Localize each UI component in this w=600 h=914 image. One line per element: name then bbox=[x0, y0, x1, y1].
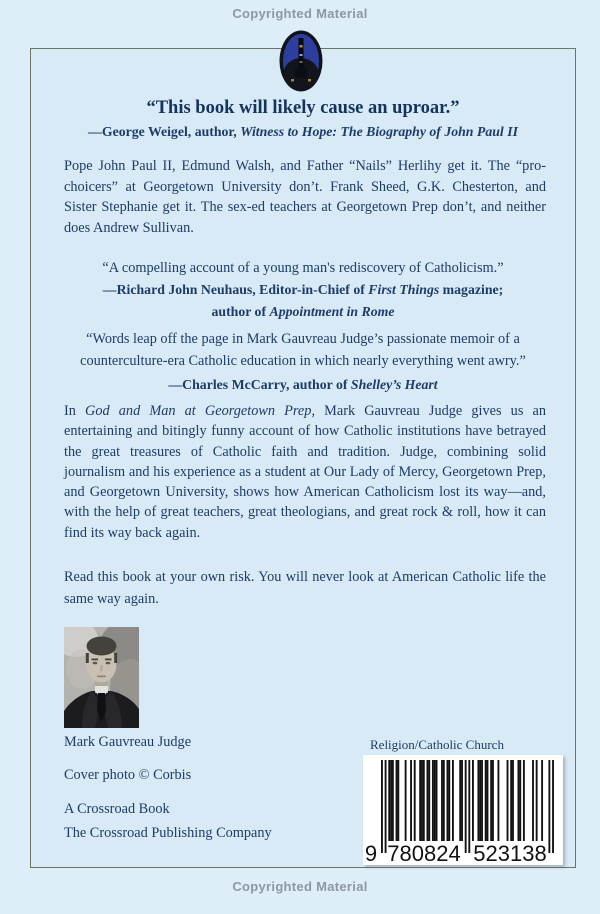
blurb-mccarry-attribution: —Charles McCarry, author of Shelley’s Heart bbox=[168, 377, 438, 392]
publisher-imprint: A Crossroad Book bbox=[64, 801, 170, 817]
barcode-bars bbox=[381, 760, 554, 853]
author-photo-caption: Mark Gauvreau Judge bbox=[64, 734, 192, 750]
paragraph-book-description: In God and Man at Georgetown Prep, Mark Gauvreau Judge gives us an entertaining and bitingly funny account of how Catholic institutions have betrayed the great treasures of Catholic faith and tradition. Judge, combining solid journalism and his experience as a student at Our Lady of Mercy, Georgetown Prep, and Georgetown University, shows how American Catholicism lost its way—and, with the help of great teachers, great theologians, and great rock & roll, how it can find its way back again. bbox=[64, 403, 546, 541]
category-label: Religion/Catholic Church bbox=[370, 737, 504, 752]
author-photo bbox=[64, 627, 139, 728]
paragraph-endorsers: Pope John Paul II, Edmund Walsh, and Father “Nails” Herlihy get it. The “pro-choicers” at Georgetown University don’t. Frank Sheed, G.K. Chesterton, and Sister Stephanie get it. The sex-ed teachers at Georgetown Prep don’t, and neither does Andrew Sullivan. bbox=[64, 158, 546, 236]
isbn-lead-digit: 9 bbox=[364, 841, 378, 865]
copyright-watermark-top: Copyrighted Material bbox=[232, 6, 368, 21]
blurb-mccarry-quote: “Words leap off the page in Mark Gauvreau Judge’s passionate memoir of a counterculture-era Catholic education in which nearly everything went awry.” bbox=[80, 331, 526, 369]
isbn-group1: 780824 bbox=[387, 841, 461, 865]
barcode-panel bbox=[363, 755, 563, 865]
blurb-neuhaus-attribution-line2: author of Appointment in Rome bbox=[211, 304, 395, 319]
blurb-neuhaus-quote: “A compelling account of a young man's rediscovery of Catholicism.” bbox=[102, 260, 504, 276]
publisher-emblem-icon bbox=[279, 30, 323, 92]
publisher-name: The Crossroad Publishing Company bbox=[64, 825, 272, 841]
headline-quote: “This book will likely cause an uproar.” bbox=[146, 98, 460, 118]
blurb-neuhaus-attribution-line1: —Richard John Neuhaus, Editor-in-Chief of First Things magazine; bbox=[102, 282, 504, 297]
copyright-watermark-bottom: Copyrighted Material bbox=[232, 879, 368, 894]
back-cover bbox=[30, 48, 576, 868]
isbn-group2: 523138 bbox=[473, 841, 547, 865]
headline-attribution: —George Weigel, author, Witness to Hope: The Biography of John Paul II bbox=[88, 124, 518, 139]
paragraph-read-at-own-risk: Read this book at your own risk. You will never look at American Catholic life the same way again. bbox=[64, 569, 546, 607]
cover-photo-credit: Cover photo © Corbis bbox=[64, 767, 192, 783]
